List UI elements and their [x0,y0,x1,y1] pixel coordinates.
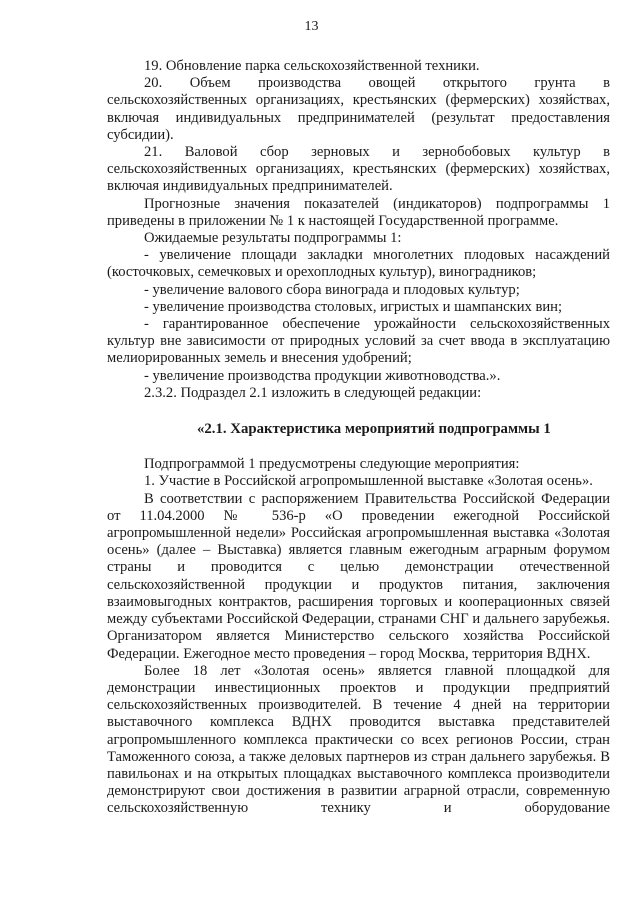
exhibition-description: В соответствии с распоряжением Правительства Российской Федерации от 11.04.2000 № 536-р «О проведении ежегодной Российской агропромышленной недели» Российская агропромышленная выставка «Золотая осень» (далее – Выставка) является главным ежегодным аграрным форумом страны и проводится с целью демонстрации отечественной сельскохозяйственной продукции и продуктов питания, заключения взаимовыгодных контрактов, расширения торговых и кооперационных связей между субъектами Российской Федерации, странами СНГ и дальнего зарубежья. Организатором является Министерство сельского хозяйства Российской Федерации. Ежегодное место проведения – город Москва, территория ВДНХ. [107,490,610,662]
exhibition-history: Более 18 лет «Золотая осень» является главной площадкой для демонстрации инвестиционных проектов и продукции предприятий сельскохозяйственных производителей. В течение 4 дней на территории выставочного комплекса ВДНХ проводится выставка представителей агропромышленного комплекса практически со всех регионов России, стран Таможенного союза, а также деловых партнеров из стран дальнего зарубежья. В павильонах и на открытых площадках выставочного комплекса производители демонстрируют свои достижения в развитии аграрной отрасли, современную сельскохозяйственную технику и оборудование [107,662,610,817]
page-number: 13 [304,19,319,34]
forecast-paragraph: Прогнозные значения показателей (индикаторов) подпрограммы 1 приведены в приложении № 1 к настоящей Государственной программе. [107,195,610,229]
expected-result-item: - гарантированное обеспечение урожайности сельскохозяйственных культур вне зависимости от природных условий за счет ввода в эксплуатацию мелиорированных земель и внесения удобрений; [107,316,610,367]
expected-result-item: - увеличение производства столовых, игристых и шампанских вин; [144,298,563,315]
document-body [107,58,610,818]
expected-result-item: - увеличение площади закладки многолетних плодовых насаждений (косточковых, семечковых и орехоплодных культур), виноградников; [107,247,610,281]
measures-intro: Подпрограммой 1 предусмотрены следующие мероприятия: [144,456,520,473]
measure-item-1: 1. Участие в Российской агропромышленной выставке «Золотая осень». [144,473,593,490]
indicator-item-20: 20. Объем производства овощей открытого грунта в сельскохозяйственных организациях, крестьянских (фермерских) хозяйствах, включая индивидуальных предпринимателей (результат предоставления субсидии). [107,75,610,143]
expected-result-item: - увеличение валового сбора винограда и плодовых культур; [144,281,520,298]
indicator-item-19: 19. Обновление парка сельскохозяйственной техники. [144,58,480,74]
expected-result-item: - увеличение производства продукции животноводства.». [144,367,501,384]
indicator-item-21: 21. Валовой сбор зерновых и зернобобовых культур в сельскохозяйственных организациях, крестьянских (фермерских) хозяйствах, включая индивидуальных предпринимателей. [107,144,610,195]
section-heading: «2.1. Характеристика мероприятий подпрограммы 1 [197,421,551,438]
subsection-note: 2.3.2. Подраздел 2.1 изложить в следующей редакции: [144,384,482,401]
expected-results-intro: Ожидаемые результаты подпрограммы 1: [144,230,402,247]
